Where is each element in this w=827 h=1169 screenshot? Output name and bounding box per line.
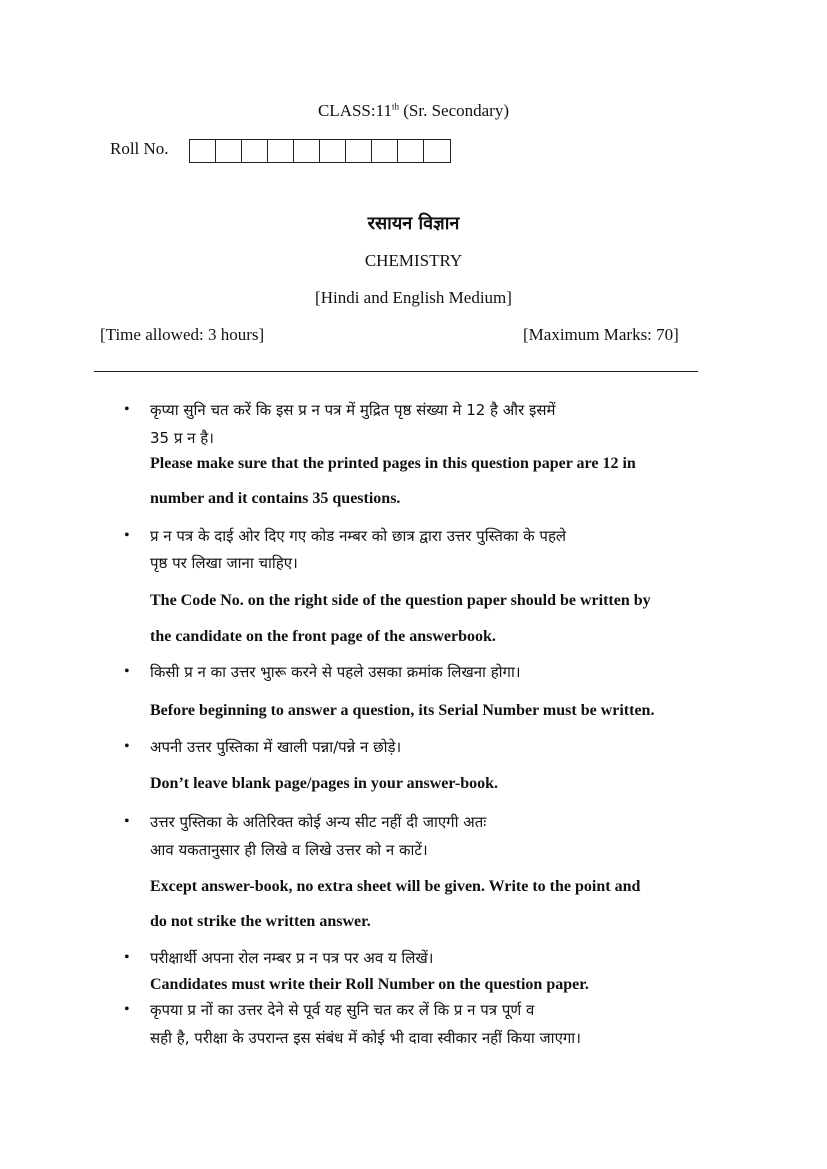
- instruction-hindi-line: पृष्ठ पर लिखा जाना चाहिए।: [150, 554, 298, 572]
- bullet-icon: •: [124, 401, 130, 418]
- instruction-hindi-line: उत्तर पुस्तिका के अतिरिक्त कोई अन्य सीट नहीं दी जाएगी अतः: [150, 813, 487, 831]
- instruction-hindi-line: सही है, परीक्षा के उपरान्त इस संबंध में कोई भी दावा स्वीकार नहीं किया जाएगा।: [150, 1029, 581, 1047]
- roll-number-box[interactable]: [190, 140, 216, 162]
- roll-label: Roll No.: [110, 139, 169, 158]
- bullet-icon: •: [124, 949, 130, 966]
- instruction-hindi-line: 35 प्र न है।: [150, 429, 214, 447]
- instruction-english-line: Except answer-book, no extra sheet will be given. Write to the point and: [150, 878, 641, 895]
- instruction-english-line: The Code No. on the right side of the question paper should be written by: [150, 592, 651, 609]
- roll-number-box[interactable]: [346, 140, 372, 162]
- bullet-icon: •: [124, 813, 130, 830]
- instruction-hindi-line: किसी प्र न का उत्तर भुारू करने से पहले उसका क्रमांक लिखना होगा।: [150, 663, 521, 681]
- header-divider: [94, 371, 698, 372]
- roll-number-box[interactable]: [424, 140, 450, 162]
- time-allowed: [Time allowed: 3 hours]: [100, 325, 265, 344]
- roll-number-box[interactable]: [398, 140, 424, 162]
- maximum-marks: [Maximum Marks: 70]: [523, 325, 679, 344]
- subject-english: CHEMISTRY: [364, 251, 463, 270]
- class-heading: [0, 101, 827, 121]
- instruction-english-line: Don’t leave blank page/pages in your answer-book.: [150, 775, 499, 792]
- medium-label: [Hindi and English Medium]: [315, 288, 512, 307]
- instruction-english-line: number and it contains 35 questions.: [150, 490, 401, 507]
- roll-number-box[interactable]: [372, 140, 398, 162]
- instruction-hindi-line: कृप्या सुनि चत करें कि इस प्र न पत्र में मुद्रित पृष्ठ संख्या मे 12 है और इसमें: [150, 401, 556, 419]
- instruction-hindi-line: आव यकतानुसार ही लिखे व लिखे उत्तर को न काटें।: [150, 841, 428, 859]
- class-suffix: (Sr. Secondary): [399, 101, 510, 120]
- bullet-icon: •: [124, 1001, 130, 1018]
- class-superscript: th: [391, 101, 399, 112]
- bullet-icon: •: [124, 663, 130, 680]
- instruction-hindi-line: प्र न पत्र के दाई ओर दिए गए कोड नम्बर को छात्र द्वारा उत्तर पुस्तिका के पहले: [150, 527, 567, 545]
- subject-hindi: रसायन विज्ञान: [367, 213, 460, 234]
- class-prefix: CLASS:11: [317, 101, 392, 120]
- roll-number-box[interactable]: [320, 140, 346, 162]
- instruction-hindi-line: अपनी उत्तर पुस्तिका में खाली पन्ना/पन्ने न छोड़े।: [150, 738, 402, 756]
- roll-number-box[interactable]: [216, 140, 242, 162]
- roll-number-box[interactable]: [294, 140, 320, 162]
- roll-number-box[interactable]: [242, 140, 268, 162]
- instruction-english-line: the candidate on the front page of the answerbook.: [150, 628, 496, 645]
- instruction-hindi-line: परीक्षार्थी अपना रोल नम्बर प्र न पत्र पर अव य लिखें।: [150, 949, 434, 967]
- instruction-hindi-line: कृपया प्र नों का उत्तर देने से पूर्व यह सुनि चत कर लें कि प्र न पत्र पूर्ण व: [150, 1001, 535, 1019]
- instruction-english-line: do not strike the written answer.: [150, 913, 371, 930]
- bullet-icon: •: [124, 738, 130, 755]
- roll-number-box[interactable]: [268, 140, 294, 162]
- instruction-english-line: Candidates must write their Roll Number on the question paper.: [150, 976, 589, 993]
- instruction-english-line: Before beginning to answer a question, its Serial Number must be written.: [150, 702, 655, 719]
- bullet-icon: •: [124, 527, 130, 544]
- instruction-english-line: Please make sure that the printed pages in this question paper are 12 in: [150, 455, 636, 472]
- roll-number-boxes[interactable]: [189, 139, 451, 163]
